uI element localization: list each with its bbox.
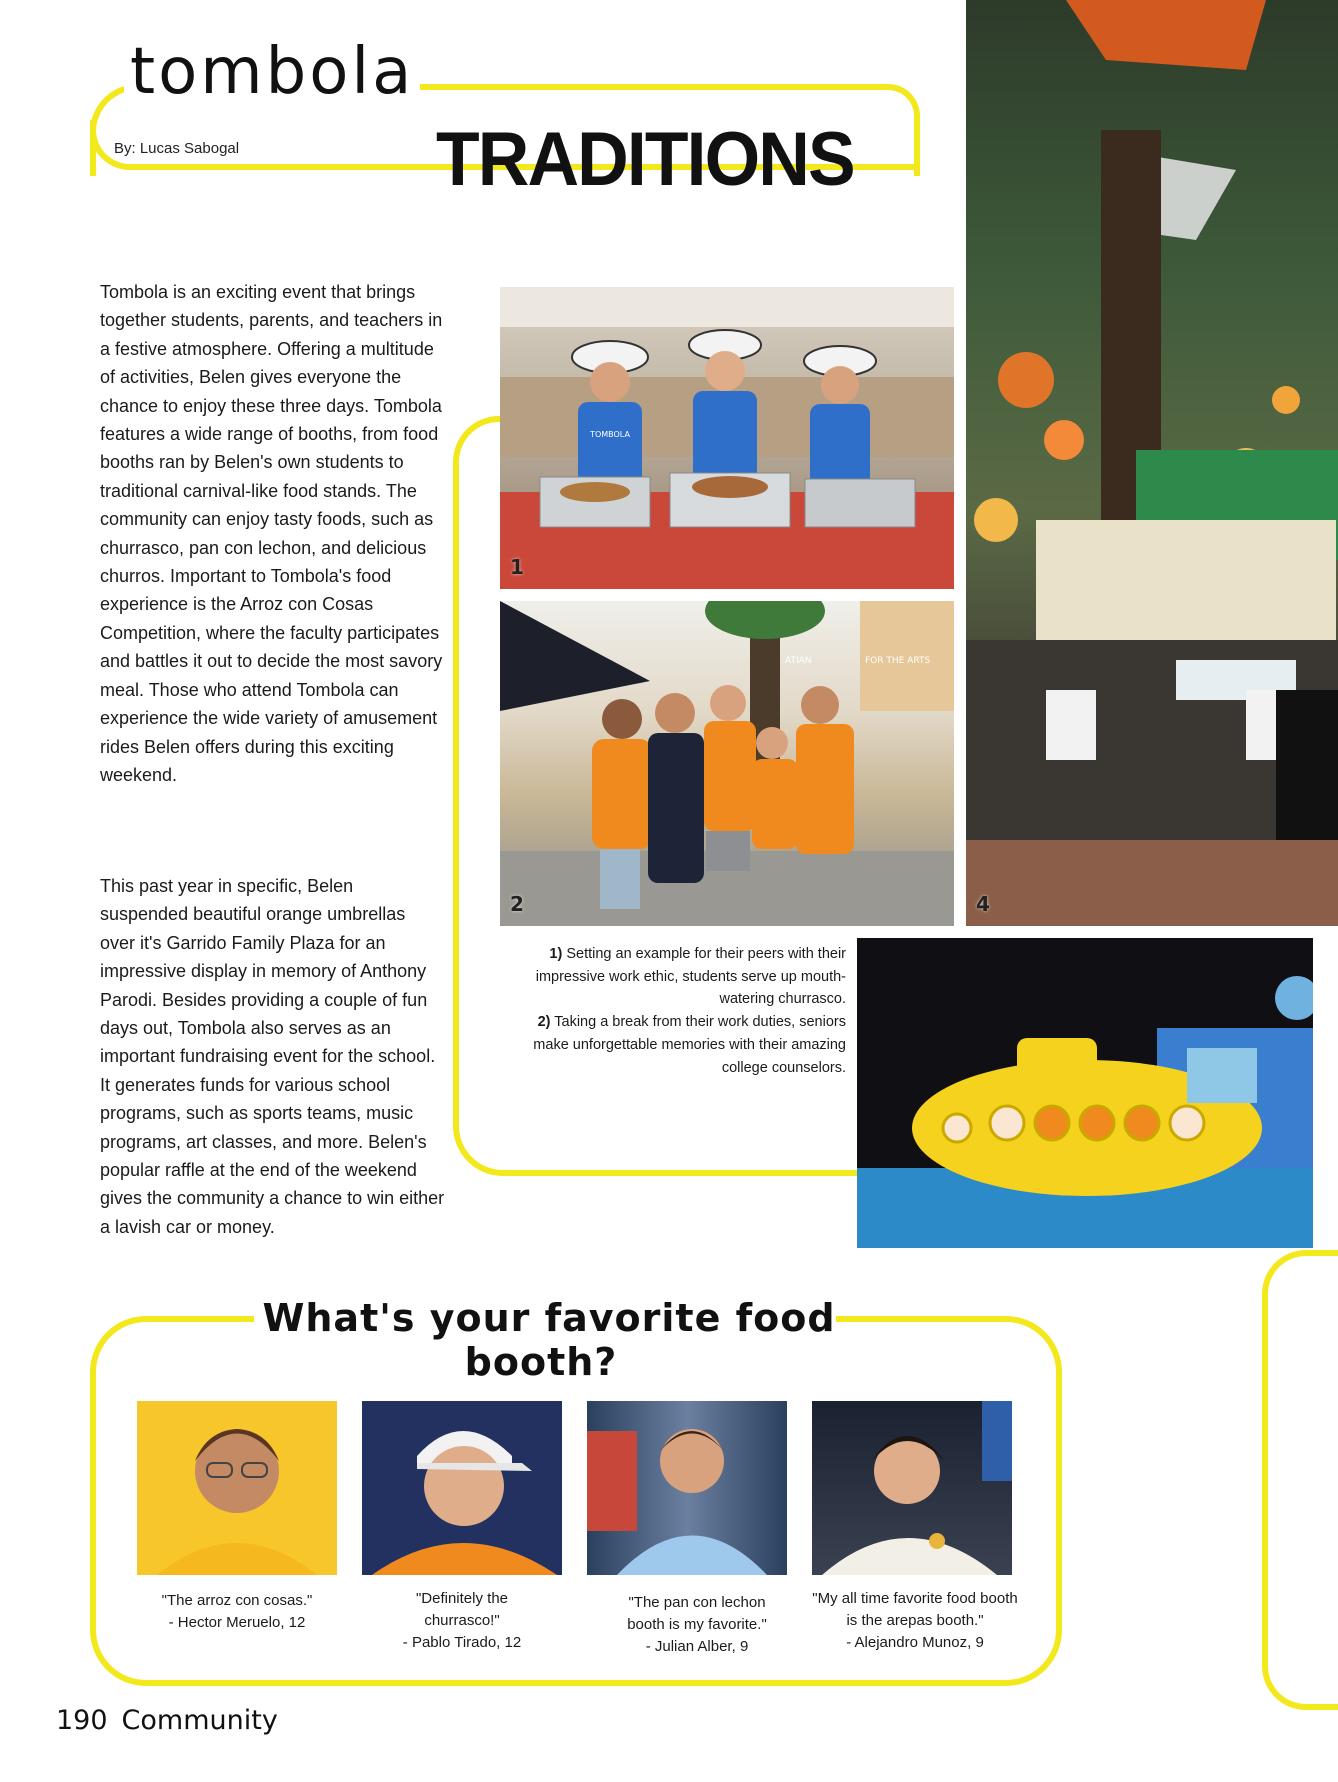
photo-1-number: 1 [510,555,524,579]
quote-julian-author: - Julian Alber, 9 [645,1638,749,1655]
photo-plaza-umbrellas [966,0,1338,926]
section-name: Community [121,1705,278,1736]
page-number: 190 [56,1705,108,1736]
photo-4-number: 4 [976,892,990,916]
quote-pablo-text: "Definitely the churrasco!" [415,1590,509,1629]
submarine-illustration [857,938,1313,1248]
caption-2-text: Taking a break from their work duties, seniors make unforgettable memories with their amazing college counselors. [533,1014,846,1076]
byline: By: Lucas Sabogal [114,140,240,157]
quote-alejandro [808,1588,1022,1654]
portrait-julian [587,1401,787,1575]
quote-julian-text: "The pan con lechon booth is my favorite." [627,1594,767,1633]
title-tombola: tombola [124,40,420,104]
portrait-alejandro-art [812,1401,1012,1575]
quote-hector-author: - Hector Meruelo, 12 [168,1614,306,1631]
photo-food-booth [500,287,954,589]
quote-julian [592,1592,802,1658]
apron-label-1: TOMBOLA [590,430,630,439]
photo-captions [500,943,846,1079]
portrait-pablo-art [362,1401,562,1575]
caption-2-number: 2) [537,1014,551,1031]
quote-hector-text: "The arroz con cosas." [161,1592,313,1609]
caption-1 [500,943,846,1011]
plaza-illustration [966,0,1338,926]
quote-pablo-author: - Pablo Tirado, 12 [402,1634,522,1651]
quote-alejandro-text: "My all time favorite food booth is the arepas booth." [812,1590,1018,1629]
banner-left: ATIAN [785,656,812,666]
group-illustration [500,601,954,926]
right-edge-curve [1262,1250,1338,1710]
caption-2 [500,1011,846,1079]
page-footer [56,1705,292,1736]
portrait-alejandro [812,1401,1012,1575]
photo-submarine-ride [857,938,1313,1248]
quote-hector [132,1590,342,1634]
question-title-text: What's your favorite food booth? [254,1296,835,1384]
caption-1-text: Setting an example for their peers with their impressive work ethic, students serve up mouth-watering churrasco. [535,946,846,1008]
article-paragraph-2: This past year in specific, Belen suspended beautiful orange umbrellas over it's Garrido Family Plaza for an impressive display in memory of Anthony Parodi. Besides providing a couple of fun days out, Tombola also serves as an important fundraising event for the school. It generates funds for various school programs, such as sports teams, music programs, art classes, and more. Belen's popular raffle at the end of the weekend gives the community a chance to win either a lavish car or money. [100,876,445,1237]
question-title [205,1296,885,1384]
banner-right: FOR THE ARTS [865,656,931,666]
quote-alejandro-author: - Alejandro Munoz, 9 [846,1634,984,1651]
quote-pablo [355,1588,569,1654]
food-booth-illustration [500,287,954,589]
portrait-hector-art [137,1401,337,1575]
portrait-pablo [362,1401,562,1575]
title-traditions: TRADITIONS [436,117,854,202]
caption-1-number: 1) [549,946,563,962]
photo-group-counselors [500,601,954,926]
article-paragraph-1: Tombola is an exciting event that brings together students, parents, and teachers in a festive atmosphere. Offering a multitude of activities, Belen gives everyone the chance to enjoy these three days. Tombola features a wide range of booths, from food booths ran by Belen's own students to traditional carnival-like food stands. The community can enjoy tasty foods, such as churrasco, pan con lechon, and delicious churros. Important to Tombola's food experience is the Arroz con Cosas Competition, where the faculty participates and battles it out to decide the most savory meal. Those who attend Tombola can experience the wide variety of amusement rides Belen offers during this exciting weekend. [100,282,443,785]
portrait-julian-art [587,1401,787,1575]
photo-2-number: 2 [510,892,524,916]
portrait-hector [137,1401,337,1575]
